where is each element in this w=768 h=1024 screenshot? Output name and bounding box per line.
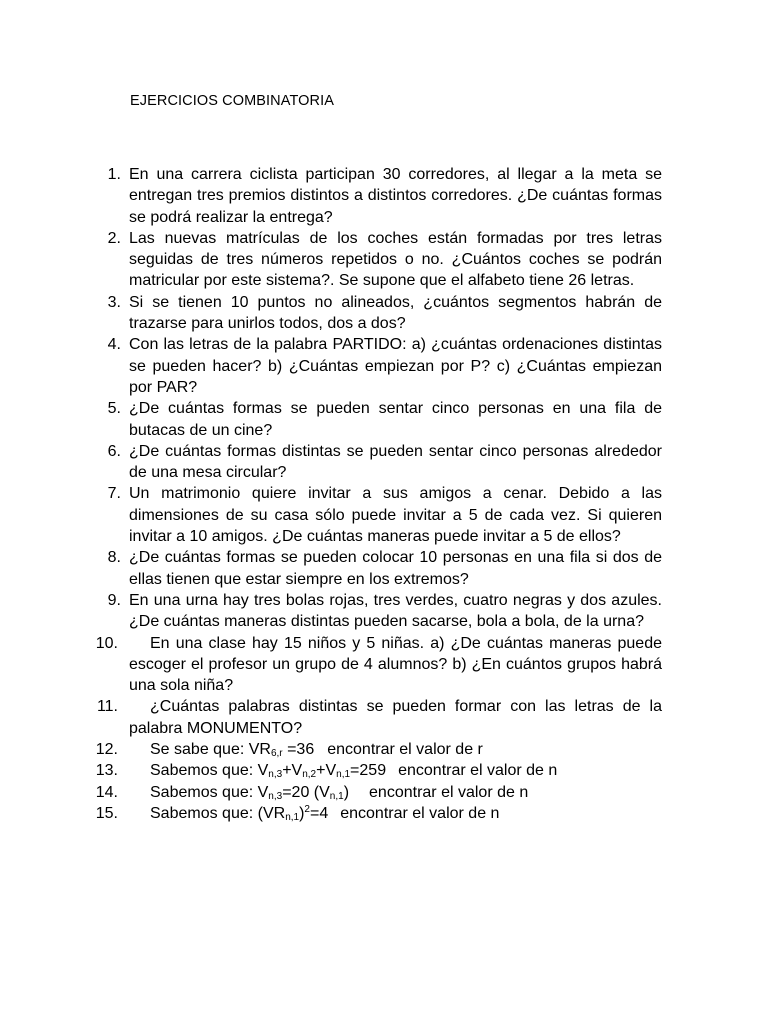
exercise-task: encontrar el valor de n [340,804,500,822]
exercise-number: 13. [95,762,118,780]
exercise-item-3 [0,292,662,335]
exercise-number: 10. [95,634,118,652]
exercise-item-9 [0,590,662,633]
formula-part: ) [299,804,305,822]
formula-subscript: n,1 [285,811,300,823]
exercise-item-11 [0,696,662,739]
exercise-number: 7. [107,485,121,503]
exercise-text: En una urna hay tres bolas rojas, tres verdes, cuatro negras y dos azules. ¿De cuántas maneras distintas pueden sacarse, bola a bola, de la urna? [129,591,662,631]
exercise-text: En una carrera ciclista participan 30 corredores, al llegar a la meta se entregan tres premios distintos a distintos corredores. ¿De cuántas formas se podrá realizar la entrega? [129,166,662,226]
formula-part: ) [343,783,350,801]
formula-part: =4 [309,804,329,822]
formula-part: +V [316,762,337,780]
exercise-number: 3. [107,293,121,311]
formula-part: Se sabe que: VR [150,741,271,759]
exercise-item-10 [0,633,662,697]
exercise-text [129,803,662,824]
exercise-text: Las nuevas matrículas de los coches están formadas por tres letras seguidas de tres números repetidos o no. ¿Cuántos coches se podrán matricular por este sistema?. Se supone que el alfabeto tiene 26 letras. [129,229,662,290]
exercise-number: 12. [95,741,118,759]
exercise-text: Si se tienen 10 puntos no alineados, ¿cuántos segmentos habrán de trazarse para unirlos todos, dos a dos? [129,293,662,333]
exercise-number: 2. [107,229,121,247]
formula-subscript: n,3 [268,769,283,781]
formula-subscript: n,1 [329,790,344,802]
exercise-text [129,782,662,803]
exercise-text: ¿De cuántas formas se pueden colocar 10 personas en una fila si dos de ellas tienen que estar siempre en los extremos? [129,549,662,588]
exercise-number: 6. [107,442,121,460]
exercise-item-12 [0,739,662,760]
exercise-text: Un matrimonio quiere invitar a sus amigos a cenar. Debido a las dimensiones de su casa sólo puede invitar a 5 de cada vez. Si quieren invitar a 10 amigos. ¿De cuántas maneras puede invitar a 5 de ellos? [129,485,662,546]
document-title: EJERCICIOS COMBINATORIA [130,93,334,109]
exercise-number: 5. [107,400,121,418]
formula-superscript: 2 [304,803,310,815]
exercise-number: 15. [95,804,118,822]
exercise-item-4 [0,334,662,398]
formula-subscript: n,2 [302,769,317,781]
exercise-item-8 [0,547,662,590]
exercise-text: ¿Cuántas palabras distintas se pueden formar con las letras de la palabra MONUMENTO? [129,698,662,737]
formula-part: =36 [282,741,315,759]
exercise-task: encontrar el valor de n [369,783,529,801]
exercise-item-5 [0,398,662,441]
formula-part: Sabemos que: (VR [150,804,286,822]
exercise-item-13 [0,760,662,781]
exercise-task: encontrar el valor de r [327,741,483,759]
formula-subscript: n,1 [336,769,351,781]
exercise-item-15 [0,803,662,824]
exercise-number: 8. [107,549,121,567]
exercise-number: 1. [107,166,121,183]
exercise-item-2 [0,228,662,292]
exercise-list [0,164,768,824]
exercise-number: 11. [96,698,118,716]
exercise-item-1 [0,164,662,228]
exercise-number: 14. [95,783,118,801]
exercise-item-7 [0,483,662,547]
exercise-item-14 [0,782,662,803]
exercise-text: En una clase hay 15 niños y 5 niñas. a) ¿De cuántas maneras puede escoger el profesor un grupo de 4 alumnos? b) ¿En cuántos grupos habrá una sola niña? [129,634,662,695]
exercise-text: Con las letras de la palabra PARTIDO: a) ¿cuántas ordenaciones distintas se pueden hacer? b) ¿Cuántas empiezan por P? c) ¿Cuántas empiezan por PAR? [129,336,662,396]
formula-part: Sabemos que: V [150,762,269,780]
formula-part: =259 [350,762,387,780]
exercise-item-6 [0,441,662,484]
exercise-text [129,739,662,760]
exercise-number: 4. [107,336,121,354]
formula-subscript: n,3 [268,790,283,802]
formula-part: +V [282,762,303,780]
formula-part: =20 (V [282,783,330,801]
exercise-text: ¿De cuántas formas distintas se pueden sentar cinco personas alrededor de una mesa circular? [129,442,662,482]
exercise-text [129,760,662,781]
formula-subscript: 6,r [270,748,283,760]
exercise-text: ¿De cuántas formas se pueden sentar cinco personas en una fila de butacas de un cine? [129,400,662,439]
exercise-number: 9. [107,591,121,609]
exercise-task: encontrar el valor de n [398,762,558,780]
formula-part: Sabemos que: V [150,783,269,801]
